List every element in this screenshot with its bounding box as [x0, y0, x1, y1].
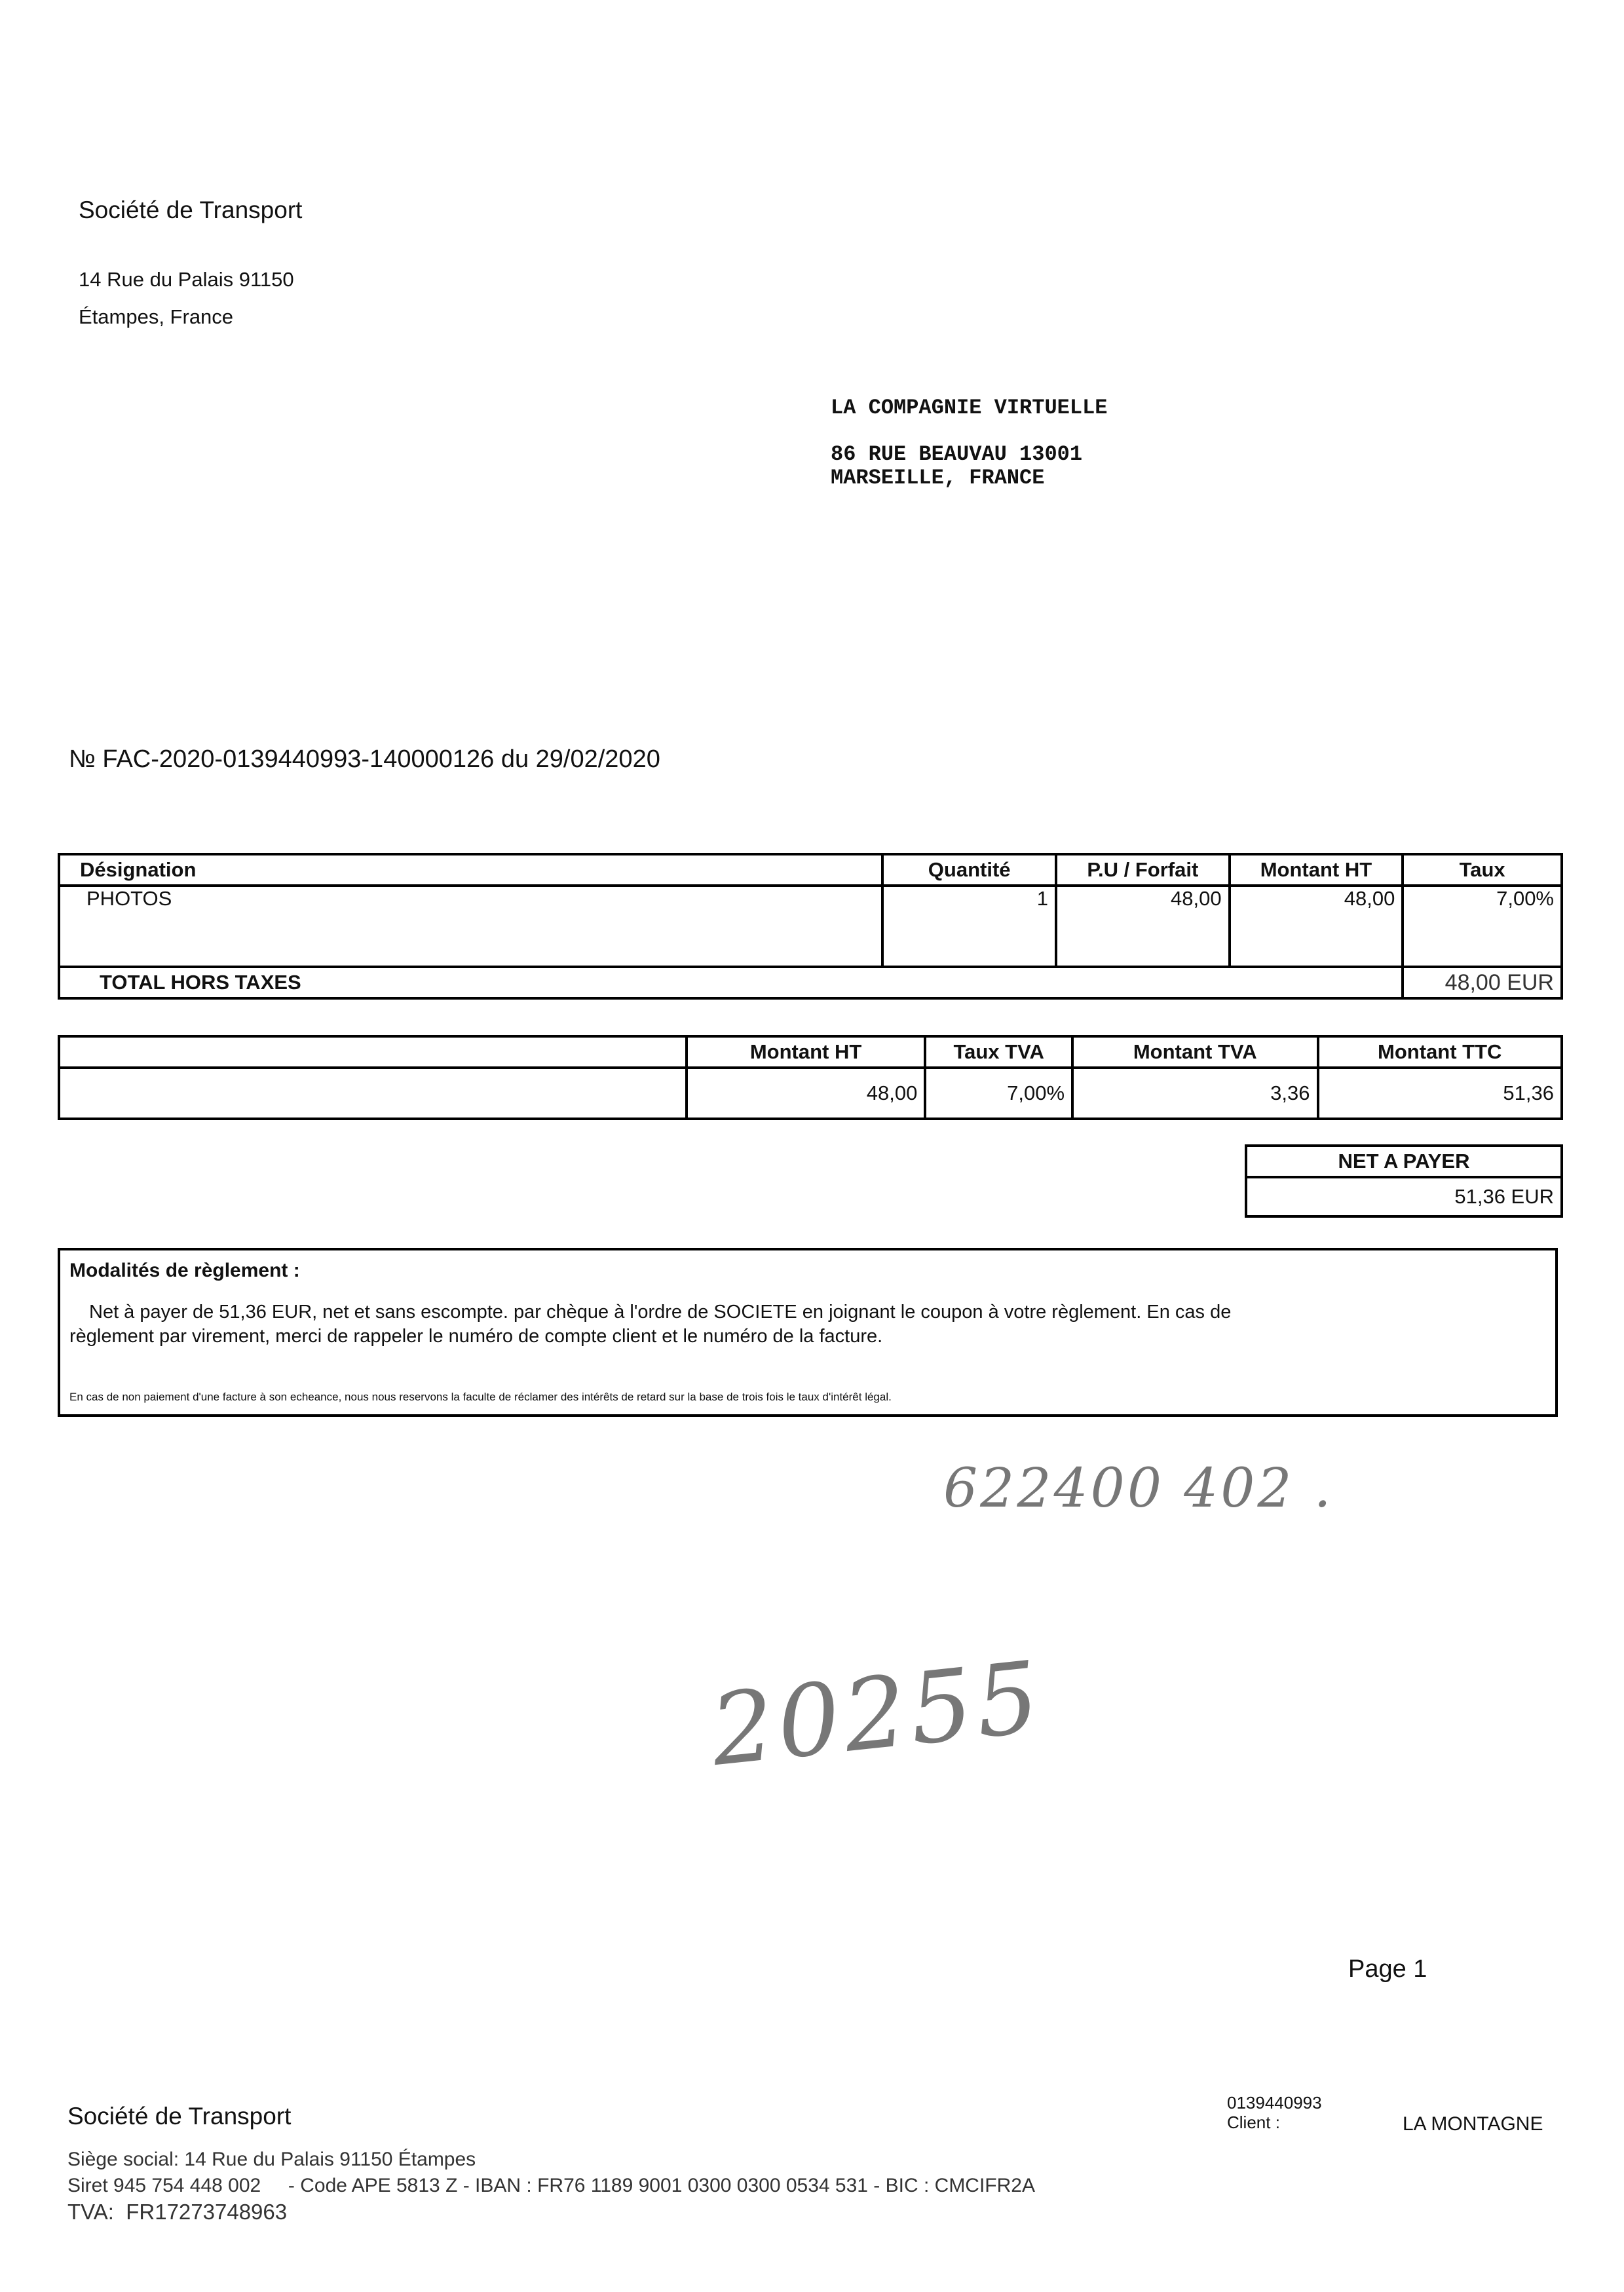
cell-blank: [59, 1068, 687, 1119]
table-row: [59, 1068, 1562, 1119]
footer-registration: Siret 945 754 448 002 - Code APE 5813 Z - IBAN : FR76 1189 9001 0300 0300 0534 531 - BIC : CMCIFR2A: [67, 2175, 1035, 2196]
cell-amount-ht: 48,00: [1230, 886, 1403, 967]
late-payment-notice: En cas de non paiement d'une facture à son echeance, nous nous reservons la faculte de réclamer des intérêts de retard sur la base de trois fois le taux d'intérêt légal.: [69, 1391, 892, 1403]
cell-vat-amount-ht: 48,00: [687, 1068, 925, 1119]
net-to-pay-label: NET A PAYER: [1246, 1146, 1562, 1177]
invoice-number: № FAC-2020-0139440993-140000126 du 29/02/2020: [69, 745, 660, 773]
cell-vat-rate: 7,00%: [925, 1068, 1072, 1119]
total-ht-label: TOTAL HORS TAXES: [59, 967, 1403, 998]
recipient-name: LA COMPAGNIE VIRTUELLE: [831, 396, 1108, 420]
cell-vat-amount: 3,36: [1072, 1068, 1317, 1119]
recipient-address-block: [831, 396, 1107, 490]
footer-company-name: Société de Transport: [67, 2103, 292, 2130]
header-amount-ttc: Montant TTC: [1318, 1036, 1562, 1068]
payment-terms-box: [58, 1248, 1558, 1417]
page-number: Page 1: [1348, 1955, 1427, 1983]
cell-amount-ttc: 51,36: [1318, 1068, 1562, 1119]
cell-quantity: 1: [882, 886, 1056, 967]
payment-terms-title: Modalités de règlement :: [69, 1260, 300, 1281]
header-vat-amount-ht: Montant HT: [687, 1036, 925, 1068]
total-ht-value: 48,00 EUR: [1403, 967, 1562, 998]
client-label: Client :: [1227, 2113, 1280, 2132]
header-vat-rate: Taux TVA: [925, 1036, 1072, 1068]
footer-head-office: Siège social: 14 Rue du Palais 91150 Étampes: [67, 2149, 476, 2170]
client-name: LA MONTAGNE: [1403, 2113, 1543, 2135]
header-blank: [59, 1036, 687, 1068]
recipient-address-line1: 86 RUE BEAUVAU 13001: [831, 442, 1083, 466]
header-rate: Taux: [1403, 854, 1562, 886]
vat-table-header: [59, 1036, 1562, 1068]
handwritten-note-1: 622400 402 .: [943, 1457, 1334, 1520]
footer-legal-info: [67, 2147, 1035, 2225]
header-quantity: Quantité: [882, 854, 1056, 886]
total-row: [59, 967, 1562, 998]
cell-unit-price: 48,00: [1056, 886, 1230, 967]
table-row: [59, 886, 1562, 967]
recipient-address-line2: MARSEILLE, FRANCE: [831, 466, 1045, 490]
net-to-pay-value: 51,36 EUR: [1246, 1177, 1562, 1216]
vat-table: [58, 1035, 1563, 1120]
header-unit-price: P.U / Forfait: [1056, 854, 1230, 886]
header-vat-amount: Montant TVA: [1072, 1036, 1317, 1068]
sender-address: [79, 261, 294, 335]
client-number: 0139440993: [1227, 2093, 1322, 2113]
cell-designation: PHOTOS: [59, 886, 882, 967]
sender-address-line2: Étampes, France: [79, 305, 234, 328]
net-to-pay-box: [1245, 1144, 1563, 1218]
cell-rate: 7,00%: [1403, 886, 1562, 967]
handwritten-note-2: 20255: [706, 1640, 1048, 1789]
payment-terms-body: Net à payer de 51,36 EUR, net et sans escompte. par chèque à l'ordre de SOCIETE en joignant le coupon à votre règlement. En cas de règlement par virement, merci de rappeler le numéro de compte client et le numéro de la facture.: [69, 1302, 1232, 1347]
sender-name: Société de Transport: [79, 197, 303, 223]
items-table-header: [59, 854, 1562, 886]
items-table: [58, 853, 1563, 1000]
sender-address-line1: 14 Rue du Palais 91150: [79, 268, 294, 291]
header-amount-ht: Montant HT: [1230, 854, 1403, 886]
footer-vat-number: TVA: FR17273748963: [67, 2200, 288, 2224]
header-designation: Désignation: [59, 854, 882, 886]
